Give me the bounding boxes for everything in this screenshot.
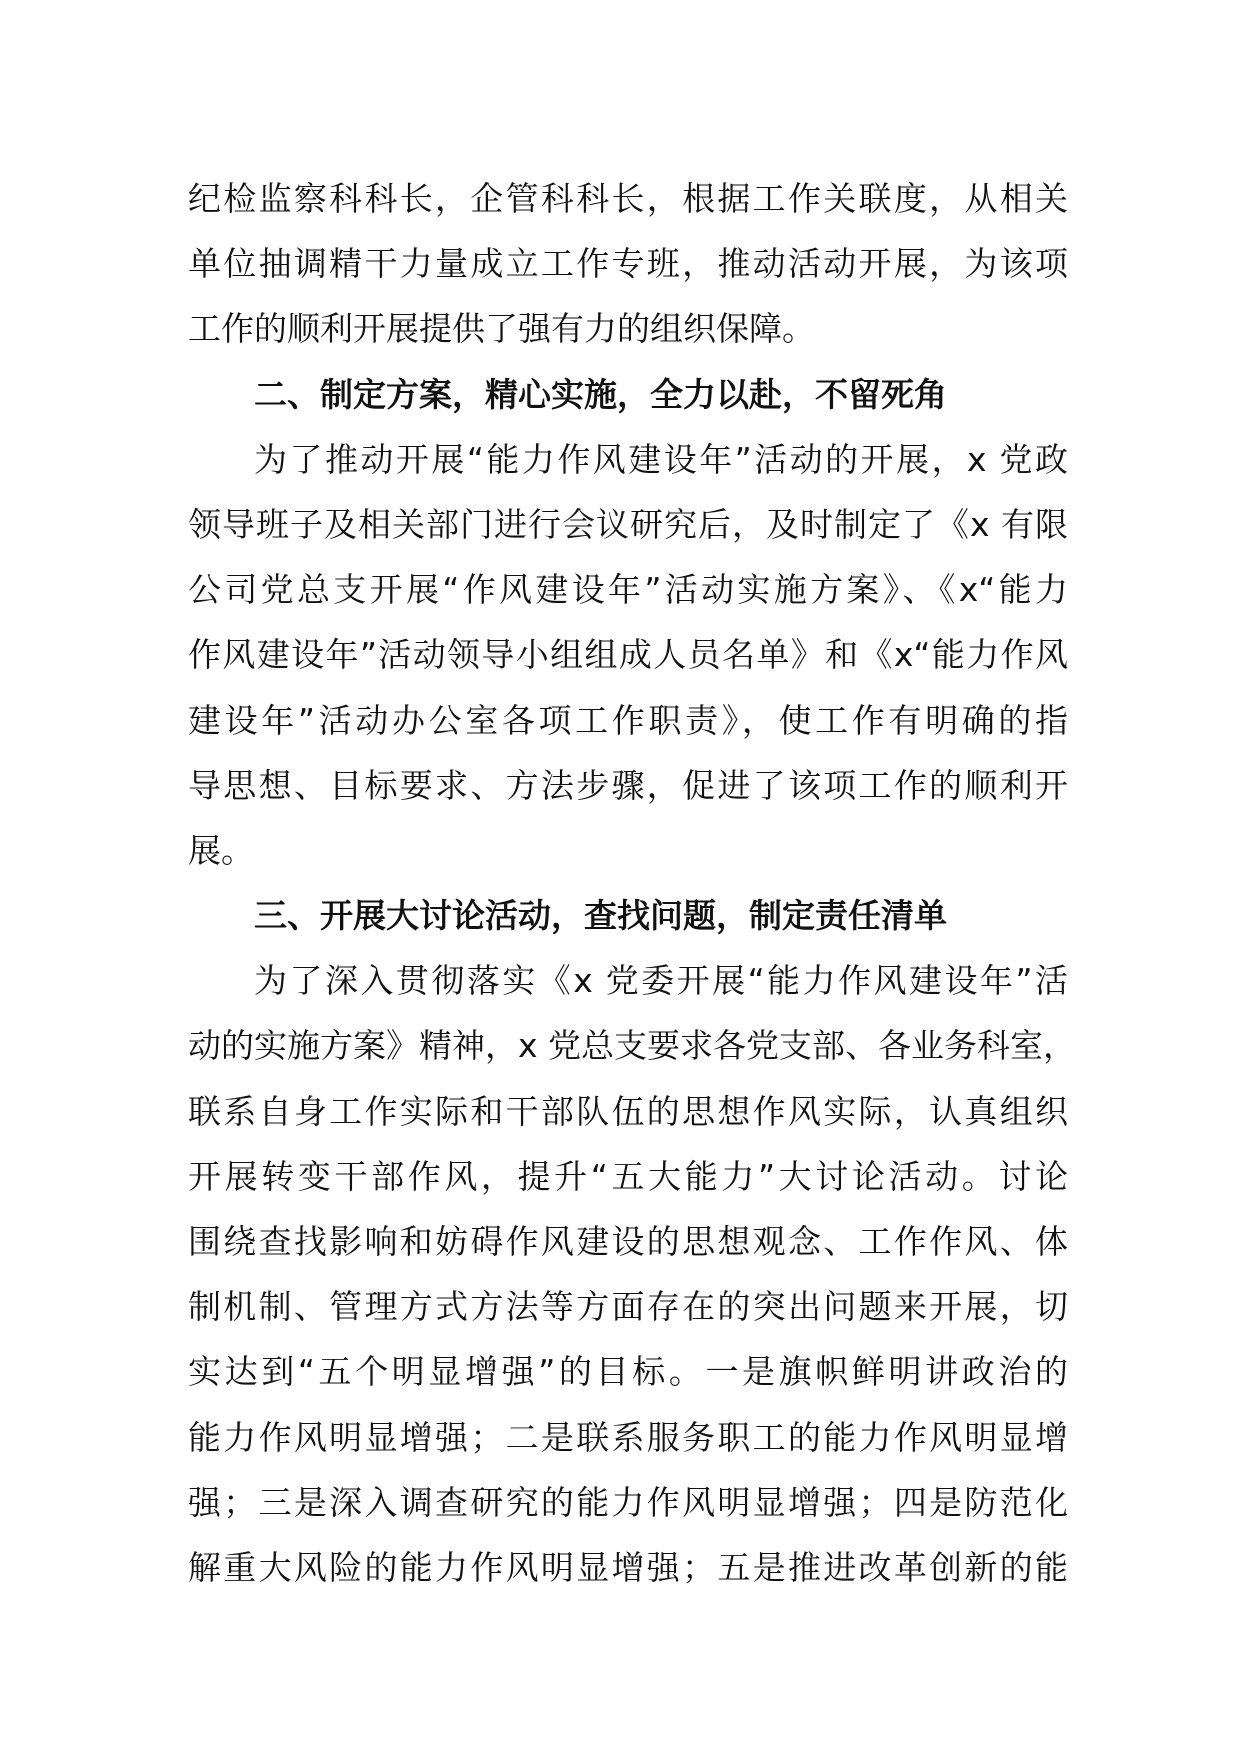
- section-heading: 二、制定方案，精心实施，全力以赴，不留死角: [254, 374, 947, 414]
- text-line: 联系自身工作实际和干部队伍的思想作风实际，认真组织: [188, 1091, 1068, 1131]
- text-line: 导思想、目标要求、方法步骤，促进了该项工作的顺利开: [188, 765, 1068, 805]
- document-body: [188, 166, 1077, 1600]
- text-line: 建设年”活动办公室各项工作职责》，使工作有明确的指: [188, 700, 1068, 740]
- text-line: 制机制、管理方式方法等方面存在的突出问题来开展，切: [188, 1287, 1068, 1327]
- text-line: 纪检监察科科长，企管科科长，根据工作关联度，从相关: [188, 179, 1068, 218]
- text-line: 动的实施方案》精神，x 党总支要求各党支部、各业务科室，: [188, 1026, 1077, 1066]
- text-line: 领导班子及相关部门进行会议研究后，及时制定了《x 有限: [188, 504, 1068, 544]
- text-line: 能力作风明显增强；二是联系服务职工的能力作风明显增: [188, 1417, 1068, 1457]
- text-line: 公司党总支开展“作风建设年”活动实施方案》、《x“能力: [188, 570, 1068, 610]
- text-line: 实达到“五个明显增强”的目标。一是旗帜鲜明讲政治的: [188, 1352, 1068, 1392]
- section-heading: 三、开展大讨论活动，查找问题，制定责任清单: [254, 896, 947, 936]
- text-line: 单位抽调精干力量成立工作专班，推动活动开展，为该项: [188, 244, 1068, 284]
- text-line: 强；三是深入调查研究的能力作风明显增强；四是防范化: [188, 1482, 1068, 1522]
- text-line: 为了推动开展“能力作风建设年”活动的开展，x 党政: [254, 439, 1068, 479]
- text-line: 为了深入贯彻落实《x 党委开展“能力作风建设年”活: [254, 961, 1068, 1001]
- text-line: 工作的顺利开展提供了强有力的组织保障。: [188, 309, 815, 349]
- text-line: 围绕查找影响和妨碍作风建设的思想观念、工作作风、体: [188, 1222, 1068, 1261]
- text-line: 作风建设年”活动领导小组组成人员名单》和《x“能力作风: [188, 635, 1068, 675]
- text-line: 解重大风险的能力作风明显增强；五是推进改革创新的能: [188, 1547, 1068, 1587]
- text-line: 开展转变干部作风，提升“五大能力”大讨论活动。讨论: [188, 1156, 1068, 1196]
- text-line: 展。: [188, 830, 254, 870]
